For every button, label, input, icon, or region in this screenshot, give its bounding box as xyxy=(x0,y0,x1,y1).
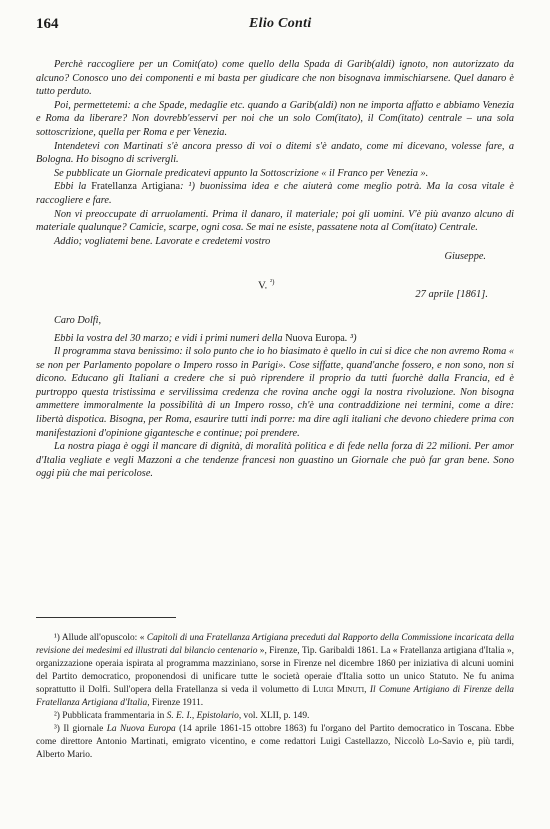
footnote-divider xyxy=(36,617,176,618)
text-run: La Nuova Europa xyxy=(106,724,176,734)
signature: Giuseppe. xyxy=(444,251,486,263)
journal-name: Fratellanza Artigiana xyxy=(91,181,181,193)
letter-date: 27 aprile [1861]. xyxy=(415,288,488,300)
footnote xyxy=(36,632,514,710)
letter1-closing: Addio; vogliatemi bene. Lavorate e credetemi vostro xyxy=(54,235,271,247)
author-name: Luigi Minuti xyxy=(312,685,365,695)
text-run: , Firenze 1911. xyxy=(147,698,204,708)
footnote-mark: ³) xyxy=(54,724,60,734)
page-body xyxy=(36,58,514,481)
letter1-paragraph: Intendetevi con Martinati s'è ancora presso di voi o ditemi s'è andato, come mi dicevano, volesse fare, a Bologna. Ho bisogno di scrivergli. xyxy=(36,140,514,166)
text-run: Ebbi la vostra del 30 marzo; e vidi i primi numeri della xyxy=(54,332,286,344)
text-run: . ³) xyxy=(344,332,357,344)
footnote xyxy=(36,723,514,762)
text-run: , xyxy=(364,685,370,695)
page-header xyxy=(36,16,520,36)
footnotes xyxy=(36,632,514,762)
letter1-paragraph: Se pubblicate un Giornale predicatevi appunto la Sottoscrizione « il Franco per Venezia ». xyxy=(54,167,429,179)
text-run: Pubblicata frammentaria in xyxy=(59,711,167,721)
salutation: Caro Dolfi, xyxy=(54,314,102,326)
letter2-heading xyxy=(36,276,514,306)
journal-name: Nuova Europa xyxy=(285,332,345,344)
letter1-paragraph: Perchè raccogliere per un Comit(ato) come quello della Spada di Garib(aldi) ignoto, non autorizzato da alcuno? Conosco uno dei componenti e mi basta per giudicare che non bisognava immischiarsene. Quel danaro è tutto perduto. xyxy=(36,59,514,98)
text-run: (14 aprile 1861-15 ottobre 1863) fu l'organo del Partito democratico in Toscana. Ebbe come direttore Antonio Martinati, emigrato vicentino, e come redattori Luigi Castellazzo, Niccolò Lo-Savio e, più tardi, Alberto Mario. xyxy=(36,724,514,760)
footnote-mark: ¹) xyxy=(54,633,60,643)
letter2-paragraph: Il programma stava benissimo: il solo punto che io ho biasimato è quello in cui si dice che non avremo Roma « se non per Parlamento popolare o Impero rosso in Parigi». Cose siffatte, quand'anche fossero, e non sono, non si dicono. Educano gli Italiani a credere che si può riprendere il proprio da tutti fuorchè dalla Francia, ed è purtroppo questa tristissima e servilissima credenza che rovina anche oggi la nostra rivoluzione. Non bisogna ammettere immoralmente la possibilità di un Impero rosso, ch'è una contraddizione nei termini, come a dire: libertà dispotica. Bisogna, per Roma, esaurire tutti indi porre: ma dire agli italiani che devono chiedere prima con manifestazioni d'opinione gigantesche e continue; poi prendere. xyxy=(36,346,514,439)
text-run: , vol. XLII, p. 149. xyxy=(238,711,310,721)
text-run: », Firenze, Tip. Garibaldi 1861. La « Fratellanza artigiana d'Italia », organizzazione operaia ispirata al programma mazziniano, sorse in Firenze nel dicembre 1860 per iniziativa di alcuni uomini del Partito democratico, proponendosi di unificare tutte le società operaie d'Italia sotto un unico Statuto. Ne fu anima soprattutto il Dolfi. Sull'opera della Fratellanza si veda il volumetto di xyxy=(36,646,514,695)
letter-roman-numeral: V. xyxy=(258,279,268,292)
text-run: Allude all'opuscolo: « xyxy=(59,633,147,643)
text-run: Il giornale xyxy=(59,724,107,734)
footnote-mark: ²) xyxy=(54,711,60,721)
page-number: 164 xyxy=(36,16,59,32)
text-run: S. E. I., Epistolario xyxy=(166,711,239,721)
text-run: Il Comune Artigiano di Firenze della Fratellanza Artigiana d'Italia xyxy=(36,685,514,708)
footnote xyxy=(36,710,514,723)
text-run: Ebbi la xyxy=(54,181,92,193)
footnote-ref: ²) xyxy=(270,277,275,286)
letter1-paragraph: Poi, permettetemi: a che Spade, medaglie etc. quando a Garib(aldi) non ne importa affatto e abbiamo Venezia e Roma da liberare? Non dovrebb'esservi per noi che un solo Com(itato), il Com(itato) centrale – una sola sottoscrizione, quella per Roma e per Venezia. xyxy=(36,99,514,138)
letter2-paragraph xyxy=(36,332,514,346)
letter1-paragraph: Non vi preoccupate di arruolamenti. Prima il danaro, il materiale; poi gli uomini. V'è più avanzo alcuno di materiale qualunque? Camicie, scarpe, ogni cosa. Se mai ne esiste, passatene nota al Com(itato) Centrale. xyxy=(36,208,514,234)
text-run: : ¹) buonissima idea e che aiuterà come meglio potrà. Ma la cosa vitale è raccogliere e fare. xyxy=(36,181,515,206)
running-head: Elio Conti xyxy=(249,16,312,31)
letter2-paragraph: La nostra piaga è oggi il mancare di dignità, di moralità politica e di fede nella forza di 22 milioni. Per amor d'Italia vegliate e vegli Mazzoni a che tendenze francesi non guastino un Giornale che può far gran bene. Sono oggi più che mai pericolose. xyxy=(36,441,514,480)
letter1-paragraph xyxy=(36,180,514,207)
letter-number xyxy=(258,276,274,293)
text-run: Capitoli di una Fratellanza Artigiana preceduti dal Rapporto della Commissione incaricata della revisione dei medesimi ed illustrati dal bilancio centenario xyxy=(36,633,515,656)
